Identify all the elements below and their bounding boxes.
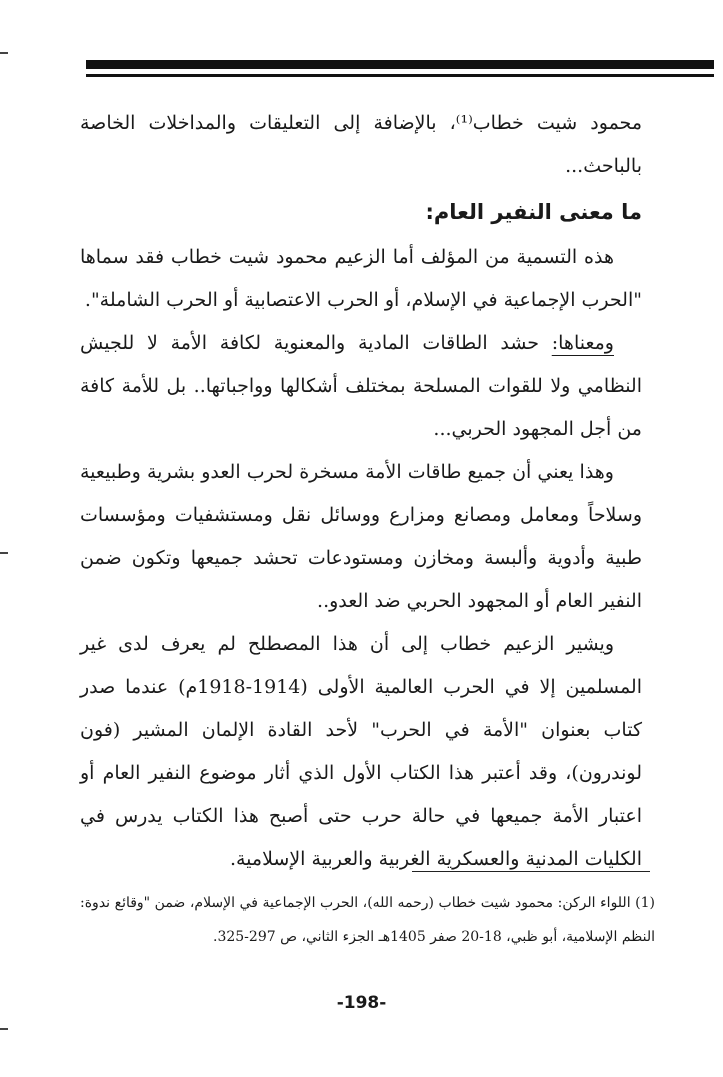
paragraph-3 xyxy=(80,322,642,451)
margin-mark-top xyxy=(0,52,8,54)
margin-mark-bottom xyxy=(0,1028,8,1030)
paragraph-3-label: ومعناها: xyxy=(551,332,614,354)
paragraph-4: وهذا يعني أن جميع طاقات الأمة مسخرة لحرب العدو بشرية وطبيعية وسلاحاً ومعامل ومصانع ومزارع ووسائل نقل ومستشفيات ومؤسسات طبية وأدوية وألبسة ومخازن ومستودعات تحشد جميعها وتكون ضمن النفير العام أو المجهود الحربي ضد العدو.. xyxy=(80,461,642,612)
paragraph-2: هذه التسمية من المؤلف أما الزعيم محمود شيت خطاب فقد سماها "الحرب الإجماعية في الإسلام، أو الحرب الاعتصابية أو الحرب الشاملة". xyxy=(80,246,642,311)
paragraph-3-text: حشد الطاقات المادية والمعنوية لكافة الأمة لا للجيش النظامي ولا للقوات المسلحة بمختلف أشكالها وواجباتها.. بل للأمة كافة من أجل المجهود الحربي... xyxy=(80,332,642,440)
paragraph-5: ويشير الزعيم خطاب إلى أن هذا المصطلح لم يعرف لدى غير المسلمين إلا في الحرب العالمية الأولى (1914-1918م) عندما صدر كتاب بعنوان "الأمة في الحرب" لأحد القادة الإلمان المشير (فون لوندرون)، وقد أعتبر هذا الكتاب الأول الذي أثار موضوع النفير العام أو اعتبار الأمة جميعها في حالة حرب حتى أصبح هذا الكتاب يدرس في الكليات المدنية والعسكرية الغربية والعربية الإسلامية. xyxy=(80,633,642,870)
footnote-1: (1) اللواء الركن: محمود شيت خطاب (رحمه الله)، الحرب الإجماعية في الإسلام، ضمن "وقائع ندوة: النظم الإسلامية، أبو ظبي، 18-20 صفر 1405هـ الجزء الثاني، ص 297-325. xyxy=(80,895,655,945)
header-rule-thin xyxy=(86,74,714,77)
section-heading: ما معنى النفير العام: xyxy=(425,200,642,224)
paragraph-1: محمود شيت خطاب⁽¹⁾، بالإضافة إلى التعليقات والمداخلات الخاصة بالباحث... xyxy=(80,112,642,177)
footnote-divider xyxy=(412,871,650,872)
footnotes xyxy=(80,886,655,954)
header-rule-thick xyxy=(86,60,714,69)
page-body xyxy=(80,102,642,881)
page-number: -198- xyxy=(336,993,387,1013)
margin-mark-middle xyxy=(0,552,8,554)
